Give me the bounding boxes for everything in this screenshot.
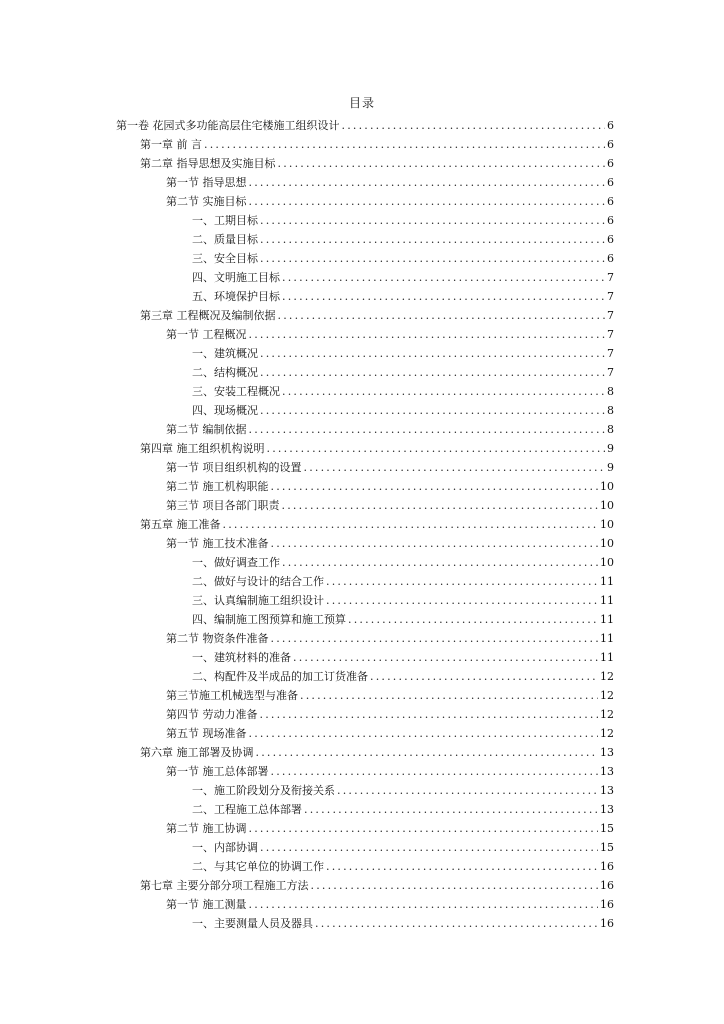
toc-entry[interactable] [166,895,614,914]
toc-entry-page: 12 [600,708,614,721]
toc-entry-label: 一、建筑概况 [192,347,258,360]
toc-entry-label: 三、认真编制施工组织设计 [192,594,324,607]
toc-entry[interactable] [192,648,614,667]
toc-entry[interactable] [140,306,614,325]
toc-entry-page: 13 [600,784,614,797]
toc-entry[interactable] [166,762,614,781]
toc-entry-label: 五、环境保护目标 [192,290,280,303]
toc-entry[interactable] [192,344,614,363]
toc-entry[interactable] [192,363,614,382]
toc-entry-label: 一、内部协调 [192,841,258,854]
toc-entry-label: 二、结构概况 [192,366,258,379]
toc-dot-leader [300,686,598,705]
toc-entry-page: 12 [600,727,614,740]
toc-dot-leader [271,534,599,553]
toc-title: 目录 [348,96,375,110]
toc-dot-leader [249,895,599,914]
toc-entry-label: 第二节 实施目标 [166,195,247,208]
toc-entry[interactable] [192,268,614,287]
toc-entry-page: 6 [607,195,614,208]
toc-entry-page: 9 [607,442,614,455]
toc-entry-label: 第三章 工程概况及编制依据 [140,309,276,322]
toc-dot-leader [249,325,606,344]
toc-entry-label: 第四章 施工组织机构说明 [140,442,265,455]
toc-entry[interactable] [192,857,614,876]
toc-dot-leader [249,724,599,743]
toc-dot-leader [282,553,598,572]
toc-entry[interactable] [192,382,614,401]
toc-entry-page: 16 [600,879,614,892]
toc-dot-leader [260,344,605,363]
toc-entry-page: 6 [607,138,614,151]
toc-entry[interactable] [192,553,614,572]
toc-dot-leader [260,249,605,268]
toc-dot-leader [271,762,599,781]
toc-dot-leader [249,420,606,439]
toc-entry-label: 一、工期目标 [192,214,258,227]
toc-entry-label: 第二节 施工机构职能 [166,480,269,493]
toc-entry-page: 11 [600,594,614,607]
toc-entry[interactable] [140,876,614,895]
toc-entry-page: 13 [600,803,614,816]
toc-dot-leader [260,838,598,857]
toc-entry[interactable] [166,629,614,648]
toc-entry-page: 10 [600,499,614,512]
toc-entry-page: 13 [600,746,614,759]
toc-dot-leader [282,287,605,306]
toc-entry[interactable] [192,800,614,819]
toc-dot-leader [278,154,606,173]
toc-entry[interactable] [166,420,614,439]
toc-dot-leader [315,914,598,933]
toc-entry[interactable] [166,325,614,344]
toc-entry[interactable] [192,591,614,610]
toc-dot-leader [260,211,605,230]
toc-entry-label: 二、与其它单位的协调工作 [192,860,324,873]
toc-entry[interactable] [192,667,614,686]
toc-entry-page: 11 [600,632,614,645]
toc-entry-label: 一、建筑材料的准备 [192,651,291,664]
toc-entry[interactable] [166,686,614,705]
toc-entry-page: 10 [600,480,614,493]
toc-dot-leader [342,116,606,135]
toc-dot-leader [326,857,598,876]
toc-entry[interactable] [166,496,614,515]
toc-entry-page: 11 [600,575,614,588]
toc-entry-label: 四、编制施工图预算和施工预算 [192,613,346,626]
toc-dot-leader [260,230,605,249]
toc-dot-leader [304,458,606,477]
toc-entry[interactable] [140,154,614,173]
toc-entry[interactable] [116,116,614,135]
toc-entry[interactable] [192,781,614,800]
toc-entry-label: 三、安装工程概况 [192,385,280,398]
toc-dot-leader [282,382,605,401]
toc-entry-page: 12 [600,689,614,702]
toc-entry-page: 12 [600,670,614,683]
toc-entry-page: 9 [607,461,614,474]
toc-entry[interactable] [166,724,614,743]
toc-entry[interactable] [166,534,614,553]
toc-entry-label: 第六章 施工部署及协调 [140,746,254,759]
toc-entry-page: 6 [607,176,614,189]
toc-entry-label: 第三节施工机械选型与准备 [166,689,298,702]
toc-entry[interactable] [140,439,614,458]
toc-dot-leader [256,743,599,762]
toc-entry-label: 第一节 施工技术准备 [166,537,269,550]
toc-entry-page: 16 [600,860,614,873]
toc-dot-leader [304,800,598,819]
toc-dot-leader [260,401,605,420]
toc-entry-label: 第一节 指导思想 [166,176,247,189]
toc-dot-leader [204,135,605,154]
toc-dot-leader [249,192,606,211]
toc-entry-page: 6 [607,157,614,170]
toc-entry-label: 二、质量目标 [192,233,258,246]
toc-dot-leader [260,705,599,724]
toc-entry-label: 第四节 劳动力准备 [166,708,258,721]
toc-entry-page: 16 [600,898,614,911]
toc-dot-leader [348,610,598,629]
toc-entry-page: 11 [600,651,614,664]
toc-entry[interactable] [166,458,614,477]
toc-entry-label: 第二章 指导思想及实施目标 [140,157,276,170]
toc-entry[interactable] [192,249,614,268]
toc-entry[interactable] [192,572,614,591]
toc-entry-label: 三、安全目标 [192,252,258,265]
toc-dot-leader [271,477,599,496]
toc-entry-label: 第五节 现场准备 [166,727,247,740]
toc-entry[interactable] [192,610,614,629]
toc-entry-page: 8 [607,385,614,398]
toc-dot-leader [260,363,605,382]
toc-entry[interactable] [166,477,614,496]
toc-entry-page: 11 [600,613,614,626]
toc-entry[interactable] [140,743,614,762]
toc-entry-label: 四、文明施工目标 [192,271,280,284]
toc-entry-label: 第三节 项目各部门职责 [166,499,280,512]
toc-entry[interactable] [192,914,614,933]
toc-entry-label: 第七章 主要分部分项工程施工方法 [140,879,309,892]
toc-entry[interactable] [192,401,614,420]
toc-entry-page: 16 [600,917,614,930]
toc-dot-leader [282,496,599,515]
toc-entry-label: 第二节 物资条件准备 [166,632,269,645]
toc-entry-label: 一、施工阶段划分及衔接关系 [192,784,335,797]
toc-entry-label: 第二节 施工协调 [166,822,247,835]
toc-dot-leader [370,667,598,686]
toc-entry-page: 13 [600,765,614,778]
toc-dot-leader [249,173,606,192]
toc-dot-leader [326,572,598,591]
toc-entry-label: 第二节 编制依据 [166,423,247,436]
toc-entry-page: 6 [607,252,614,265]
toc-dot-leader [267,439,606,458]
toc-entry[interactable] [166,173,614,192]
toc-entry-label: 第一节 工程概况 [166,328,247,341]
toc-entry-label: 二、做好与设计的结合工作 [192,575,324,588]
toc-entry[interactable] [192,230,614,249]
toc-entry-label: 一、做好调查工作 [192,556,280,569]
toc-entry[interactable] [166,192,614,211]
toc-dot-leader [326,591,598,610]
toc-entry[interactable] [192,211,614,230]
toc-entry-label: 二、工程施工总体部署 [192,803,302,816]
toc-entry[interactable] [192,838,614,857]
toc-entry-label: 第一节 施工测量 [166,898,247,911]
toc-dot-leader [223,515,599,534]
toc-entry-page: 7 [607,328,614,341]
toc-entry-page: 7 [607,366,614,379]
toc-entry-page: 6 [607,214,614,227]
toc-entry-page: 10 [600,556,614,569]
toc-dot-leader [278,306,606,325]
toc-entry-label: 第一节 施工总体部署 [166,765,269,778]
toc-entry-page: 7 [607,347,614,360]
toc-entry-label: 四、现场概况 [192,404,258,417]
toc-dot-leader [337,781,598,800]
toc-entry[interactable] [166,705,614,724]
toc-entry-page: 7 [607,309,614,322]
toc-dot-leader [249,819,599,838]
toc-entry-page: 8 [607,423,614,436]
toc-entry-label: 第一卷 花园式多功能高层住宅楼施工组织设计 [116,119,340,132]
toc-entry-page: 7 [607,290,614,303]
toc-entry[interactable] [140,135,614,154]
toc-entry-label: 二、构配件及半成品的加工订货准备 [192,670,368,683]
toc-entry[interactable] [192,287,614,306]
toc-entry-page: 10 [600,537,614,550]
toc-dot-leader [311,876,599,895]
toc-entry-page: 15 [600,822,614,835]
toc-dot-leader [271,629,599,648]
toc-entry-page: 6 [607,119,614,132]
toc-entry-label: 第一章 前 言 [140,138,202,151]
toc-entry[interactable] [140,515,614,534]
toc-entry-label: 第五章 施工准备 [140,518,221,531]
toc-entry-page: 7 [607,271,614,284]
toc-entry-page: 15 [600,841,614,854]
toc-entry-page: 8 [607,404,614,417]
toc-entry-page: 6 [607,233,614,246]
toc-entry[interactable] [166,819,614,838]
toc-dot-leader [282,268,605,287]
toc-entry-label: 第一节 项目组织机构的设置 [166,461,302,474]
toc-dot-leader [293,648,598,667]
toc-entry-page: 10 [600,518,614,531]
toc-entry-label: 一、主要测量人员及器具 [192,917,313,930]
